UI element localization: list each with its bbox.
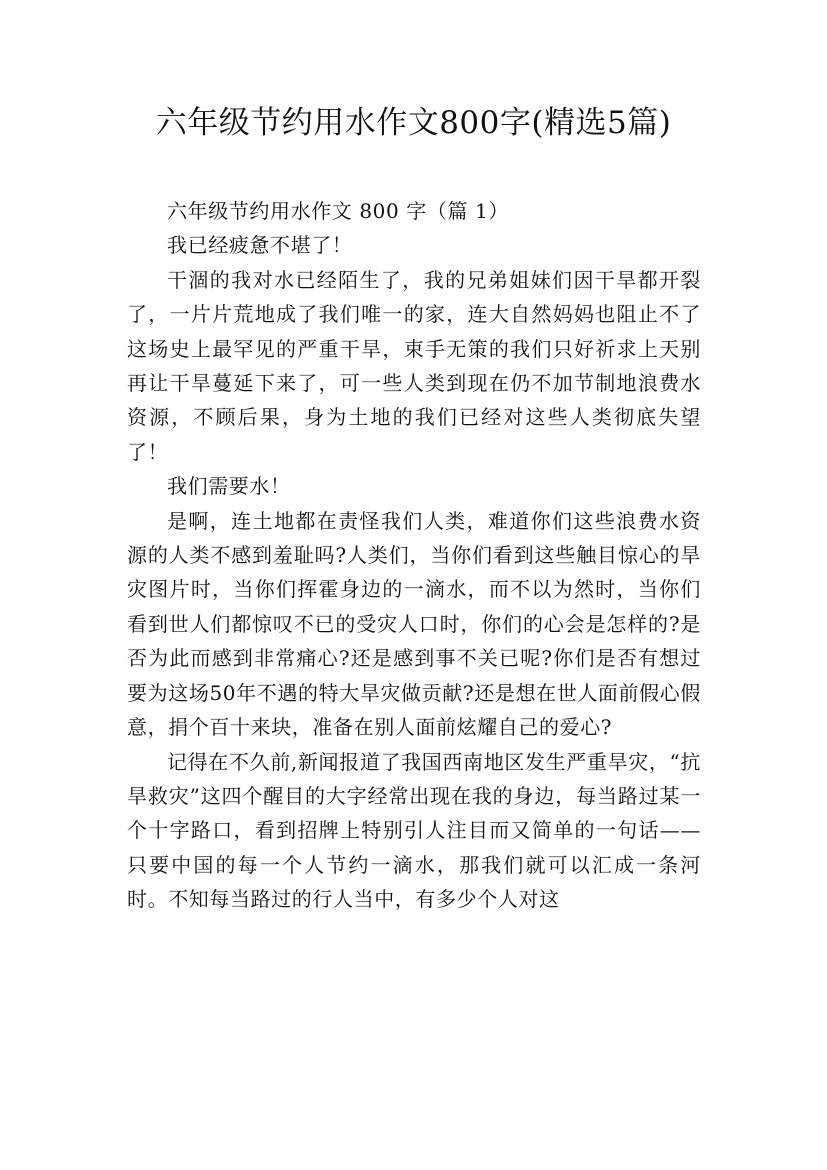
document-title: 六年级节约用水作文800字(精选5篇) [155,105,672,141]
body-paragraph: 我们需要水！ [167,474,291,499]
body-paragraph: 是啊，连土地都在责怪我们人类，难道你们这些浪费水资源的人类不感到羞耻吗?人类们，当你们看到这些触目惊心的旱灾图片时，当你们挥霍身边的一滴水，而不以为然时，当你们看到世人们都惊叹不已的受灾人口时，你们的心会是怎样的?是否为此而感到非常痛心?还是感到事不关已呢?你们是否有想过要为这场50年不遇的特大旱灾做贡献?还是想在世人面前假心假意，捐个百十来块，准备在别人面前炫耀自己的爱心? [127,508,701,740]
body-paragraph: 干涸的我对水已经陌生了，我的兄弟姐妹们因干旱都开裂了，一片片荒地成了我们唯一的家，连大自然妈妈也阻止不了这场史上最罕见的严重干旱，束手无策的我们只好祈求上天别再让干旱蔓延下来了，可一些人类到现在仍不加节制地浪费水资源，不顾后果，身为土地的我们已经对这些人类彻底失望了！ [127,267,701,464]
body-paragraph: 我已经疲惫不堪了！ [167,233,353,258]
section-heading: 六年级节约用水作文 800 字（篇 1） [167,199,509,223]
body-paragraph: 记得在不久前,新闻报道了我国西南地区发生严重旱灾，“抗旱救灾”这四个醒目的大字经常出现在我的身边，每当路过某一个十字路口，看到招牌上特别引人注目而又简单的一句话——只要中国的每一个人节约一滴水，那我们就可以汇成一条河时。不知每当路过的行人当中，有多少个人对这 [127,749,701,912]
document-body [127,194,701,917]
